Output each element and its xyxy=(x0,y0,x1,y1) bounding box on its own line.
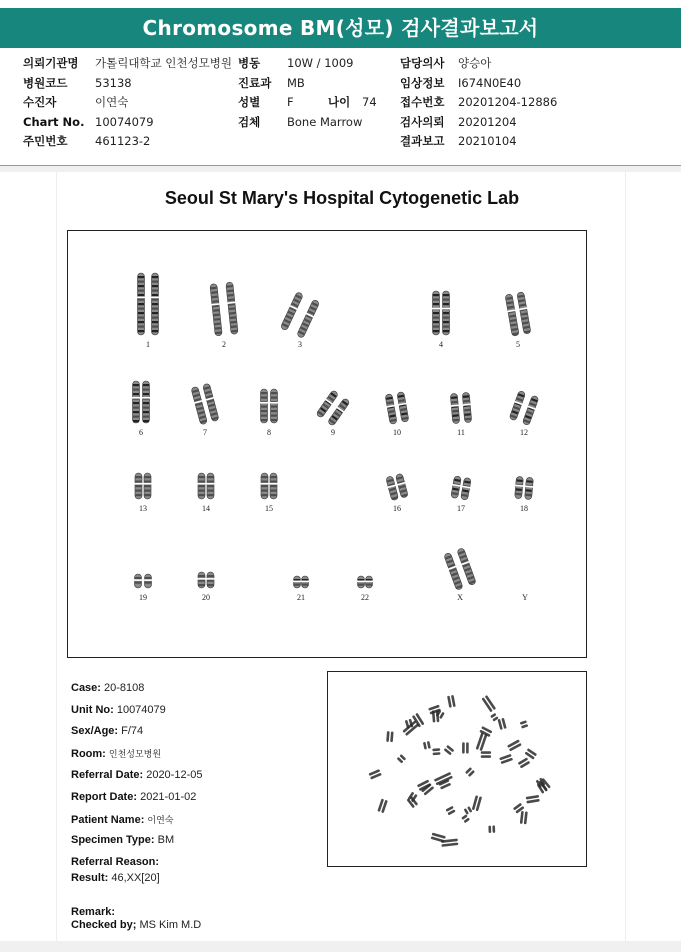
metaphase-chromosome xyxy=(447,695,456,708)
patient-name-value: 이연숙 xyxy=(147,815,174,825)
metaphase-chromosome xyxy=(412,713,425,728)
karyogram-image xyxy=(68,231,586,657)
chromosome-pair-22 xyxy=(357,576,373,588)
patient-name-label: Patient Name: xyxy=(71,814,145,826)
case-value: 20-8108 xyxy=(104,682,145,694)
metaphase-chromosome xyxy=(377,798,388,813)
metaphase-chromosome xyxy=(488,825,495,833)
referral-reason-label: Referral Reason: xyxy=(71,856,160,868)
chromosome-label-3: 3 xyxy=(298,340,302,349)
resident-no-value: 461123-2 xyxy=(95,134,151,148)
metaphase-chromosome xyxy=(520,811,528,825)
chromosome-pair-11 xyxy=(450,392,473,424)
metaphase-chromosome xyxy=(481,695,496,712)
checked-by-value: MS Kim M.D xyxy=(139,919,202,931)
report-title-bar: Chromosome BM(성모) 검사결과보고서 xyxy=(0,8,681,48)
metaphase-chromosome xyxy=(526,795,540,804)
hospital-code-value: 53138 xyxy=(95,76,132,90)
chromosome-label-8: 8 xyxy=(267,428,271,437)
chromosome-label-12: 12 xyxy=(520,428,528,437)
chromosome-pair-16 xyxy=(385,473,409,501)
age-label: 나이 xyxy=(328,95,351,109)
recipient-label: 수진자 xyxy=(23,95,57,109)
chromosome-label-22: 22 xyxy=(361,593,369,602)
chromosome-pair-20 xyxy=(198,572,215,588)
chromosome-pair-17 xyxy=(450,476,472,501)
chromosome-pair-X xyxy=(443,547,477,590)
referral-date-label: Referral Date: xyxy=(71,769,144,781)
sex-age-label: Sex/Age: xyxy=(71,725,119,737)
report-date-value: 2021-01-02 xyxy=(140,791,197,803)
sex-value: F xyxy=(287,95,294,109)
specimen-type-value: BM xyxy=(157,834,175,846)
result-label: Result: xyxy=(71,872,109,884)
chromosome-pair-2 xyxy=(209,282,238,336)
metaphase-chromosome xyxy=(397,754,407,764)
result-report-label: 결과보고 xyxy=(400,134,445,148)
metaphase-chromosome xyxy=(518,757,531,768)
chromosome-pair-5 xyxy=(505,292,532,337)
chromosome-pair-4 xyxy=(432,291,450,335)
chromosome-label-10: 10 xyxy=(393,428,401,437)
ward-label: 병동 xyxy=(238,56,261,70)
chromosome-pair-6 xyxy=(132,381,150,423)
metaphase-spread-image xyxy=(328,672,586,866)
chromosome-label-4: 4 xyxy=(439,340,443,349)
referral-date-value: 2020-12-05 xyxy=(146,769,203,781)
chromosome-pair-3 xyxy=(280,291,320,338)
chromosome-label-9: 9 xyxy=(331,428,335,437)
chromosome-pair-19 xyxy=(134,574,152,588)
metaphase-chromosome xyxy=(462,742,469,753)
recipient-value: 이연숙 xyxy=(95,95,129,109)
chromosome-pair-14 xyxy=(198,473,215,499)
room-value: 인천성모병원 xyxy=(108,749,162,759)
metaphase-panel xyxy=(327,671,587,867)
chromosome-label-17: 17 xyxy=(457,504,465,513)
metaphase-chromosome xyxy=(490,713,499,722)
report-date-label: Report Date: xyxy=(71,791,138,803)
result-report-value: 20210104 xyxy=(458,134,517,148)
unit-no-value: 10074079 xyxy=(116,704,166,716)
result-value: 46,XX[20] xyxy=(111,872,160,884)
chromosome-label-21: 21 xyxy=(297,593,305,602)
metaphase-chromosome xyxy=(441,838,459,846)
metaphase-chromosome xyxy=(499,754,513,764)
chromosome-label-5: 5 xyxy=(516,340,520,349)
metaphase-chromosome xyxy=(465,767,475,777)
chromosome-label-19: 19 xyxy=(139,593,147,602)
chromosome-pair-12 xyxy=(509,390,540,426)
unit-no-label: Unit No: xyxy=(71,704,114,716)
chromosome-label-1: 1 xyxy=(146,340,150,349)
specimen-label: 검체 xyxy=(238,115,261,129)
checked-by-label: Checked by; xyxy=(71,919,137,931)
receipt-no-value: 20201204-12886 xyxy=(458,95,558,109)
chromosome-label-7: 7 xyxy=(203,428,207,437)
chromosome-pair-10 xyxy=(385,391,410,424)
metaphase-chromosome xyxy=(472,795,482,811)
hospital-code-label: 병원코드 xyxy=(23,76,68,90)
metaphase-chromosome xyxy=(386,731,393,742)
age-value: 74 xyxy=(362,95,377,109)
lab-title: Seoul St Mary's Hospital Cytogenetic Lab xyxy=(164,188,520,208)
specimen-type-label: Specimen Type: xyxy=(71,834,155,846)
chromosome-label-6: 6 xyxy=(139,428,143,437)
chromosome-pair-21 xyxy=(293,576,309,588)
chromosome-label-14: 14 xyxy=(202,504,210,513)
metaphase-chromosome xyxy=(497,718,506,730)
chromosome-label-16: 16 xyxy=(393,504,401,513)
metaphase-chromosome xyxy=(520,720,529,728)
metaphase-chromosome xyxy=(507,739,522,751)
sex-label: 성별 xyxy=(238,95,261,109)
chromosome-label-15: 15 xyxy=(265,504,273,513)
clinical-info-label: 임상정보 xyxy=(400,76,445,90)
receipt-no-label: 접수번호 xyxy=(400,95,445,109)
chromosome-label-18: 18 xyxy=(520,504,528,513)
doctor-value: 양승아 xyxy=(458,56,492,70)
institution-value: 가톨릭대학교 인천성모병원 xyxy=(95,56,232,70)
test-request-label: 검사의뢰 xyxy=(400,115,445,129)
chromosome-label-20: 20 xyxy=(202,593,210,602)
case-label: Case: xyxy=(71,682,101,694)
doctor-label: 담당의사 xyxy=(400,56,445,70)
metaphase-chromosome xyxy=(446,806,456,816)
chromosome-label-2: 2 xyxy=(222,340,226,349)
karyogram-panel xyxy=(67,230,587,658)
chromosome-label-11: 11 xyxy=(457,428,465,437)
chromosome-pair-8 xyxy=(260,389,278,423)
chromosome-pair-15 xyxy=(261,473,278,499)
resident-no-label: 주민번호 xyxy=(23,134,68,148)
chart-no-label: Chart No. xyxy=(23,115,85,129)
room-label: Room: xyxy=(71,748,106,760)
department-label: 진료과 xyxy=(238,76,272,90)
metaphase-chromosome xyxy=(444,745,455,756)
ward-value: 10W / 1009 xyxy=(287,56,354,70)
metaphase-chromosome xyxy=(423,741,431,750)
institution-label: 의뢰기관명 xyxy=(23,56,79,70)
metaphase-chromosome xyxy=(461,814,470,823)
chromosome-pair-1 xyxy=(137,273,159,335)
chromosome-pair-9 xyxy=(315,389,350,426)
chromosome-pair-7 xyxy=(190,383,219,425)
sex-age-value: F/74 xyxy=(121,725,144,737)
chromosome-label-13: 13 xyxy=(139,504,147,513)
chromosome-pair-13 xyxy=(135,473,152,499)
metaphase-chromosome xyxy=(432,748,440,755)
department-value: MB xyxy=(287,76,305,90)
test-request-value: 20201204 xyxy=(458,115,517,129)
chromosome-label-X: X xyxy=(457,593,463,602)
clinical-info-value: I674N0E40 xyxy=(458,76,522,90)
specimen-value: Bone Marrow xyxy=(287,115,363,129)
chromosome-label-Y: Y xyxy=(522,593,528,602)
metaphase-chromosome xyxy=(405,719,414,729)
chart-no-value: 10074079 xyxy=(95,115,154,129)
page-bottom xyxy=(0,941,681,952)
metaphase-chromosome xyxy=(481,751,491,758)
patient-info-panel xyxy=(0,52,681,167)
remark-label: Remark: xyxy=(71,906,116,918)
metaphase-chromosome xyxy=(464,806,473,815)
metaphase-chromosome xyxy=(368,769,381,780)
chromosome-pair-18 xyxy=(514,476,534,499)
